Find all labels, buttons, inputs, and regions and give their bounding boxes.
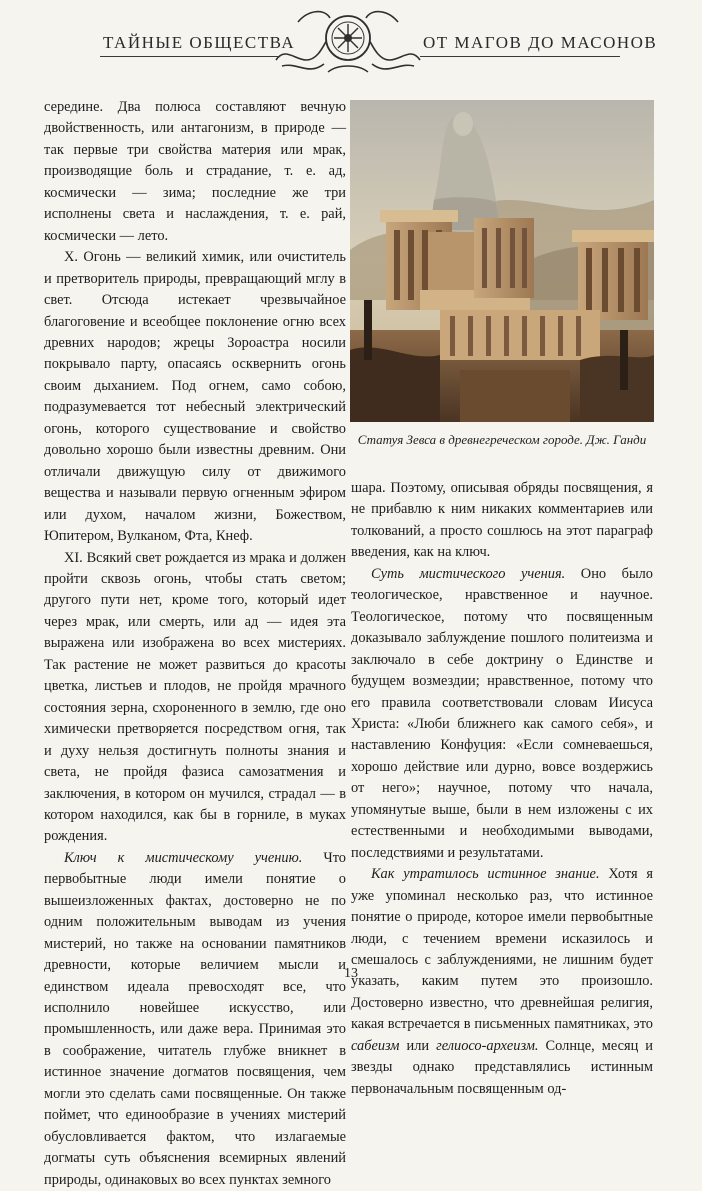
paragraph — [351, 564, 653, 864]
running-title-right: ОТ МАГОВ ДО МАСОНОВ — [423, 33, 658, 52]
running-title-left: ТАЙНЫЕ ОБЩЕСТВА — [103, 33, 296, 52]
right-text-column — [351, 478, 653, 1100]
ornamental-emblem-icon — [268, 2, 428, 78]
paragraph-text: Солнце, месяц и звезды однако представлялись истинным первоначальным посвященным од- — [351, 1037, 653, 1097]
section-heading: Как утратилось истинное знание. — [371, 866, 600, 883]
paragraph-text: Оно было теологическое, нравственное и научное. Теологическое, потому что посвященным доказывало заблуждение пошлого политеизма и заключало в себе доктрину о Единстве и будущем возмездии; нравственное, потому что его правила соответствовали словам Иисуса Христа: «Люби ближнего как самого себя», и наставлению Конфуция: «Если сомневаешься, хорошо действие или дурно, вовсе воздержись от него»; научное, потому что начала, упомянутые выше, были в нем изложены с их естественными и необходимыми выводами, последствиями и результатами. — [351, 565, 653, 861]
section-heading: Ключ к мистическому учению. — [64, 849, 303, 866]
zeus-statue-painting — [350, 100, 654, 422]
paragraph: XI. Всякий свет рождается из мрака и должен пройти сквозь огонь, чтобы стать светом; другого пути нет, кроме того, который идет через мрак, или смерть, или ад — идея эта выражена или изображена во всех мистериях. Так растение не может развиться до красоты цветка, листьев и плодов, не пройдя мрачного состояния зерна, схороненного в землю, где оно химически претворяется посредством огня, так и духу нельзя достигнуть полноты знания и света, не пройдя фазиса самозатмения и заключения, в котором он мучился, страдал — в котором находился, как бы в горниле, в муках рождения. — [44, 549, 346, 845]
term: сабеизм — [351, 1037, 400, 1054]
paragraph-text: Хотя я уже упоминал несколько раз, что истинное понятие о природе, которое имели первобытные люди, с течением времени исказилось и смешалось с заблуждениями, не лишним будет указать, каким путем это произошло. Достоверно известно, что древнейшая религия, какая встречается в письменных памятниках, это — [351, 866, 653, 1033]
left-text-column — [44, 97, 346, 1191]
figure-caption: Статуя Зевса в древнегреческом городе. Дж. Ганди — [357, 432, 647, 447]
page-header — [0, 0, 702, 80]
paragraph — [351, 864, 653, 1100]
paragraph: середине. Два полюса составляют вечную двойственность, или антагонизм, в природе — так первые три свойства материя или мрак, производящие боль и страдание, т. е. ад, космически — зима; последние же три исполнены света и наслаждения, т. е. рай, космически — лето. — [44, 99, 346, 244]
term: гелиосо-археизм. — [436, 1037, 539, 1054]
page-number: 13 — [344, 966, 358, 981]
header-rule-left — [100, 56, 278, 57]
header-rule-right — [420, 56, 620, 57]
section-heading: Суть мистического учения. — [371, 565, 566, 582]
paragraph: шара. Поэтому, описывая обряды посвящения, я не прибавлю к ним никаких комментариев или толкований, а просто сошлюсь на этот параграф введения, как на ключ. — [351, 480, 653, 561]
paragraph-text: Что первобытные люди имели понятие о вышеизложенных фактах, достоверно не по одним положительным выводам из учения мистерий, но также на основании памятников древности, которые величием мысли и единством идеала превосходят все, что исполнило новейшее искусство, или промышленность, или даже вера. Принимая это в соображение, читатель глубже вникнет в истинное значение догматов посвящения, чем могли это сделать сами посвященные. Он также поймет, что единообразие в учениях мистерий обусловливается фактом, что излагаемые догматы суть объяснения всемирных явлений природы, одинаковых во всех пунктах земного — [44, 849, 346, 1188]
paragraph-text: или — [399, 1037, 437, 1054]
paragraph: X. Огонь — великий химик, или очиститель и претворитель природы, превращающий мглу в свет. Отсюда истекает чрезвычайное благоговение и всеобщее поклонение огню всех древних народов; жрецы Зороастра носили покрывало парту, опасаясь осквернить огонь своим дыханием. Под огнем, само собою, подразумевается тот небесный электрический огонь, которого существование и свойство довольно хорошо были известны древним. Они отличали движущую силу от движимого вещества и называли первую огненным эфиром или духом, началом жизни, Божеством, Юпитером, Вулканом, Фта, Кнеф. — [44, 249, 346, 545]
paragraph — [44, 848, 346, 1191]
